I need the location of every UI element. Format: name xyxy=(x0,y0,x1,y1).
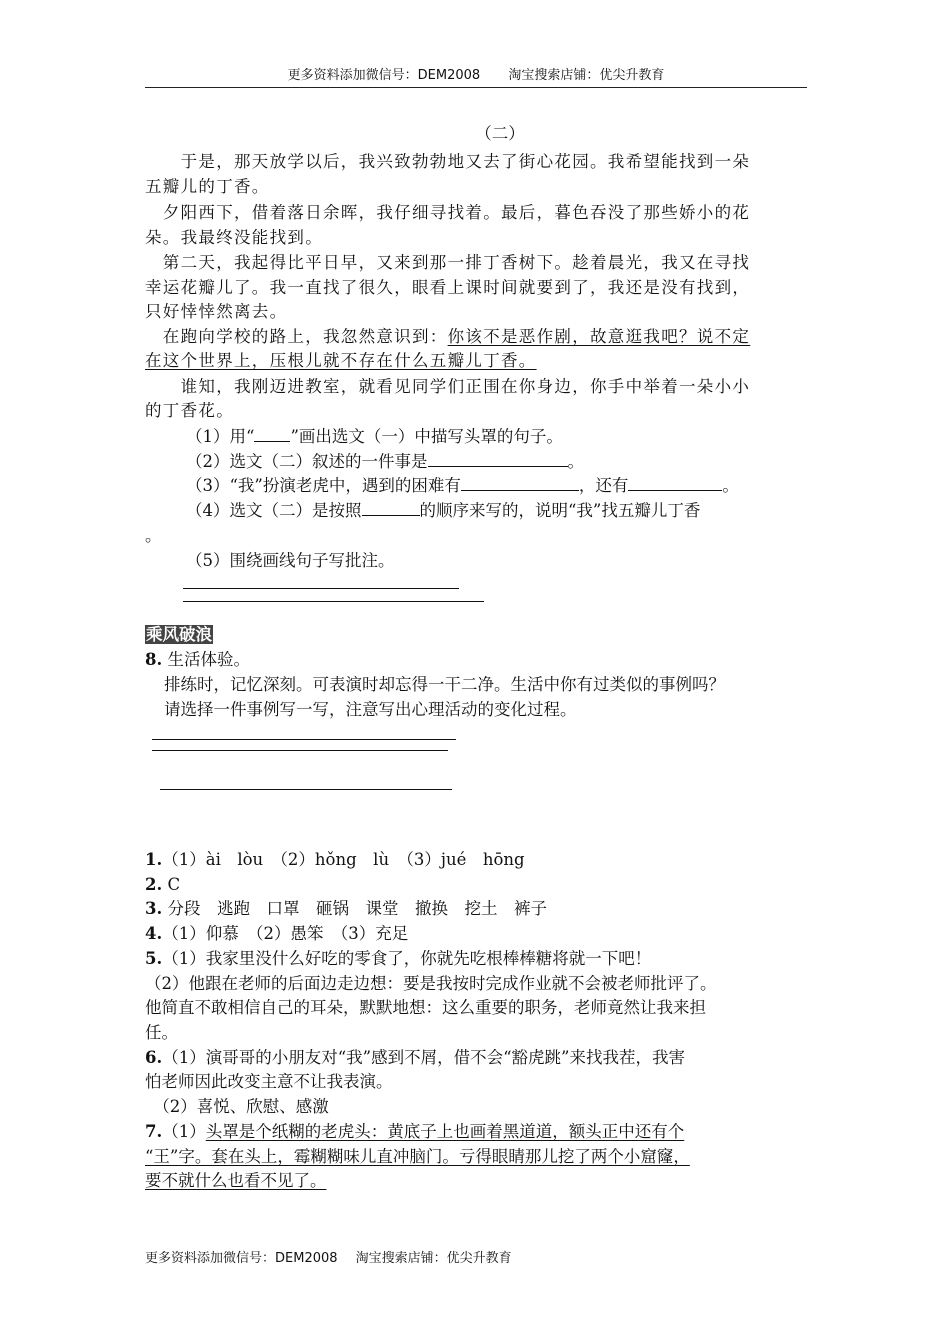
question-1 xyxy=(186,427,563,447)
question-8-text: 排练时，记忆深刻。可表演时却忘得一干二净。生活中你有过类似的事例吗？ xyxy=(164,675,725,694)
passage-line xyxy=(145,327,750,347)
section-title: （二） xyxy=(475,124,525,143)
passage-line: 幸运花瓣儿了。我一直找了很久，眼看上课时间就要到了，我还是没有找到， xyxy=(145,278,751,297)
question-text: （4）选文（二）是按照 xyxy=(186,501,362,520)
answer-6-text: （2）喜悦、欣慰、感激 xyxy=(145,1097,329,1116)
passage-line: 五瓣儿的丁香。 xyxy=(145,177,270,196)
answer-7 xyxy=(145,1122,684,1142)
section-heading xyxy=(145,625,213,645)
passage-line: 夕阳西下，借着落日余晖，我仔细寻找着。最后，暮色吞没了那些娇小的花 xyxy=(145,203,751,222)
question-text: （3）“我”扮演老虎中，遇到的困难有 xyxy=(186,476,461,495)
underlined-sentence: 在这个世界上，压根儿就不存在什么五瓣儿丁香。 xyxy=(145,351,537,370)
answer-number: 3. xyxy=(145,899,163,918)
question-text: 生活体验。 xyxy=(167,650,250,669)
answer-text: （1）仰慕 （2）愚笨 （3）充足 xyxy=(162,924,409,943)
answer-number: 5. xyxy=(145,949,163,968)
answer-6-text: 怕老师因此改变主意不让我表演。 xyxy=(145,1072,393,1091)
passage-text: 在跑向学校的路上，我忽然意识到： xyxy=(145,327,448,346)
passage-line: 的丁香花。 xyxy=(145,401,234,420)
answer-number: 6. xyxy=(145,1048,163,1067)
underlined-answer: 头罩是个纸糊的老虎头：黄底子上也画着黑道道，额头正中还有个 xyxy=(205,1122,685,1141)
header-shop: 淘宝搜索店铺：优尖升教育 xyxy=(508,68,665,83)
question-4-end: 。 xyxy=(145,526,162,545)
answer-blank[interactable] xyxy=(362,501,420,516)
page-header xyxy=(145,64,807,88)
section-title-highlight: 乘风破浪 xyxy=(146,625,212,644)
footer-shop: 淘宝搜索店铺：优尖升教育 xyxy=(355,1251,512,1266)
question-text: ，还有 xyxy=(578,476,629,495)
answer-5-text: 任。 xyxy=(145,1023,178,1042)
question-text: ”画出选文（一）中描写头罩的句子。 xyxy=(290,427,563,446)
question-8-text: 请选择一件事例写一写，注意写出心理活动的变化过程。 xyxy=(164,700,577,719)
answer-text: C xyxy=(167,875,181,894)
answer-5 xyxy=(145,949,651,969)
underlined-answer: 要不就什么也看不见了。 xyxy=(145,1171,327,1190)
answer-blank[interactable] xyxy=(628,476,722,491)
answer-number: 2. xyxy=(145,875,163,894)
answer-blank[interactable] xyxy=(461,476,579,491)
answer-3 xyxy=(145,899,547,919)
question-text: 。 xyxy=(722,476,739,495)
answer-text: （1） xyxy=(162,1122,206,1141)
answer-number: 4. xyxy=(145,924,163,943)
question-text: （2）选文（二）叙述的一件事是 xyxy=(186,452,428,471)
question-text: （1）用“ xyxy=(186,427,255,446)
question-text: 。 xyxy=(567,452,584,471)
answer-line[interactable] xyxy=(152,739,456,740)
answer-text: （1）ài lòu （2）hǒng lù （3）jué hōng xyxy=(162,850,525,869)
answer-line[interactable] xyxy=(152,750,448,751)
passage-line: 谁知，我刚迈进教室，就看见同学们正围在你身边，你手中举着一朵小小 xyxy=(145,377,751,396)
answer-text: （1）我家里没什么好吃的零食了，你就先吃根棒棒糖将就一下吧！ xyxy=(162,949,652,968)
answer-blank[interactable] xyxy=(428,452,568,467)
underlined-answer: “王”字。套在头上，霉糊糊味儿直冲脑门。亏得眼睛那儿挖了两个小窟窿， xyxy=(145,1147,690,1166)
answer-5-text: 他简直不敢相信自己的耳朵，默默地想：这么重要的职务，老师竟然让我来担 xyxy=(145,998,706,1017)
answer-text: 分段 逃跑 口罩 砸锅 课堂 撤换 挖土 裤子 xyxy=(167,899,547,918)
question-5: （5）围绕画线句子写批注。 xyxy=(186,551,395,570)
passage-line: 朵。我最终没能找到。 xyxy=(145,228,323,247)
answer-number: 1. xyxy=(145,850,163,869)
answer-line[interactable] xyxy=(160,789,452,790)
question-4 xyxy=(186,501,700,521)
passage-line: 于是，那天放学以后，我兴致勃勃地又去了街心花园。我希望能找到一朵 xyxy=(145,152,751,171)
answer-line[interactable] xyxy=(183,601,484,602)
question-2 xyxy=(186,452,584,472)
answer-2 xyxy=(145,875,180,895)
answer-6 xyxy=(145,1048,685,1068)
question-number: 8. xyxy=(145,650,163,669)
answer-number: 7. xyxy=(145,1122,163,1141)
answer-4 xyxy=(145,924,408,944)
answer-blank[interactable] xyxy=(254,427,290,442)
answer-line[interactable] xyxy=(183,588,459,589)
question-text: 的顺序来写的，说明“我”找五瓣儿丁香 xyxy=(419,501,701,520)
underlined-sentence: 你该不是恶作剧，故意逛我吧？说不定 xyxy=(447,327,751,346)
answer-1 xyxy=(145,850,525,870)
footer-wechat: 更多资料添加微信号：DEM2008 xyxy=(145,1251,338,1266)
page-footer xyxy=(145,1247,526,1266)
question-3 xyxy=(186,476,739,496)
passage-line: 第二天，我起得比平日早，又来到那一排丁香树下。趁着晨光，我又在寻找 xyxy=(145,253,751,272)
answer-text: （1）演哥哥的小朋友对“我”感到不屑，借不会“豁虎跳”来找我茬，我害 xyxy=(162,1048,685,1067)
header-wechat: 更多资料添加微信号：DEM2008 xyxy=(287,68,481,83)
passage-line: 只好悻悻然离去。 xyxy=(145,302,288,321)
answer-5-text: （2）他跟在老师的后面边走边想：要是我按时完成作业就不会被老师批评了。 xyxy=(145,974,717,993)
question-8-title xyxy=(145,650,250,670)
